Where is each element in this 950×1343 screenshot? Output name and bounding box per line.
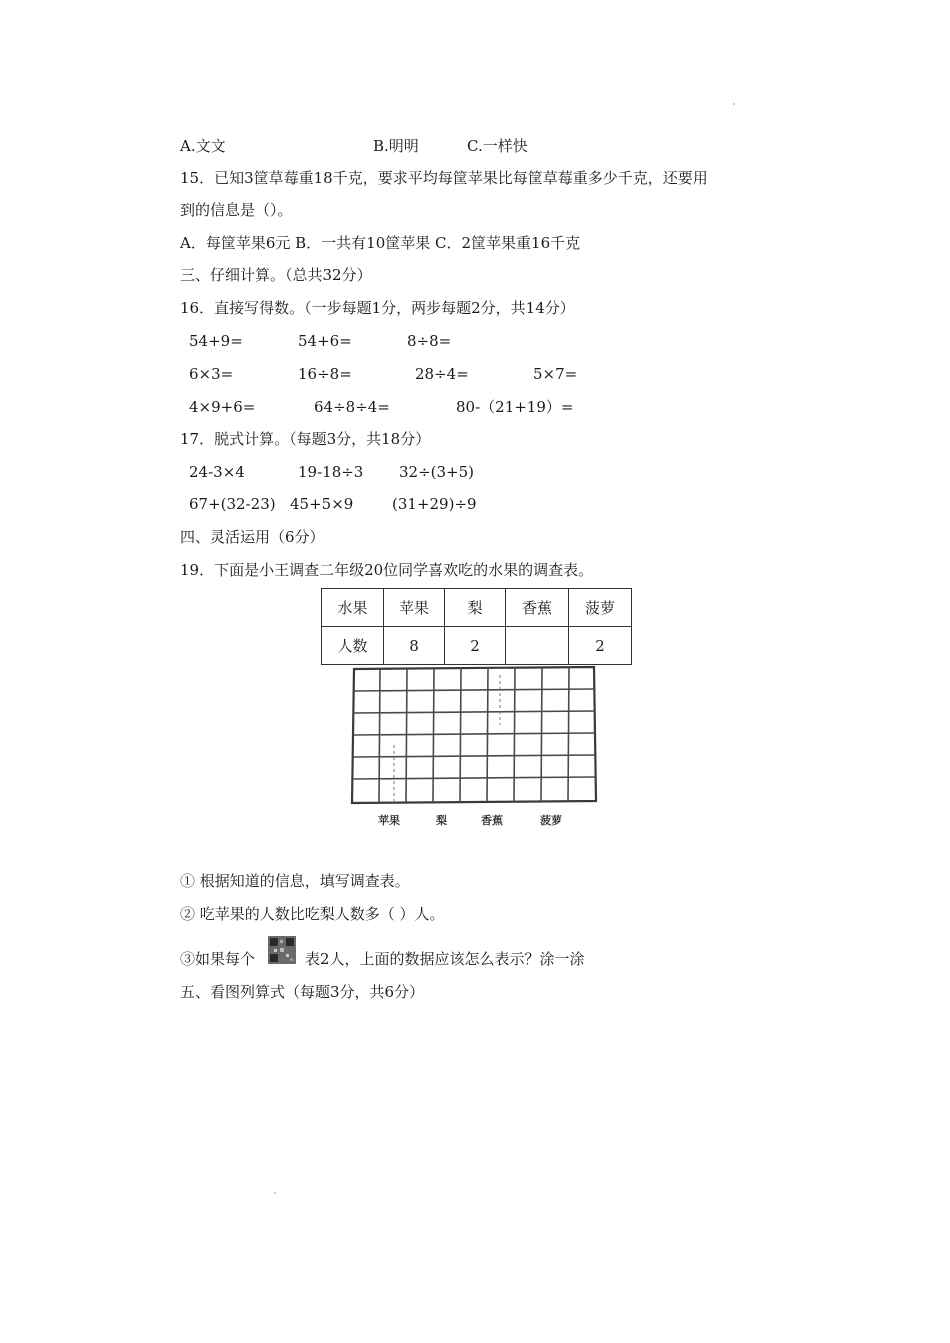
q16-r2c4: 5×7= (533, 365, 578, 383)
grid-label-pineapple: 菠萝 (540, 814, 562, 827)
section5-heading: 五、看图列算式（每题3分，共6分） (180, 983, 425, 1001)
survey-table (321, 588, 632, 665)
q17-r1c3: 32÷(3+5) (399, 463, 475, 481)
table-cell: 香蕉 (506, 589, 569, 627)
q16-r1c3: 8÷8= (407, 332, 452, 350)
q14-option-b: B.明明 (373, 137, 419, 155)
section4-heading: 四、灵活运用（6分） (180, 528, 325, 546)
q19-sub3-b: 表2人，上面的数据应该怎么表示？涂一涂 (305, 950, 585, 968)
table-cell: 2 (445, 627, 506, 665)
q17-r2c3: (31+29)÷9 (392, 495, 477, 513)
q16-title: 16．直接写得数。（一步每题1分，两步每题2分，共14分） (180, 299, 575, 317)
q17-r1c1: 24-3×4 (189, 463, 245, 481)
q17-r1c2: 19-18÷3 (298, 463, 364, 481)
speck-bottom (274, 1192, 276, 1194)
q17-r2c2: 45+5×9 (290, 495, 354, 513)
q15-line2: 到的信息是（）。 (180, 201, 293, 219)
q14-option-c: C.一样快 (467, 137, 528, 155)
q17-title: 17．脱式计算。（每题3分，共18分） (180, 430, 431, 448)
fruit-grid-image (350, 665, 598, 805)
q19-title: 19．下面是小王调查二年级20位同学喜欢吃的水果的调查表。 (180, 561, 594, 579)
q16-r3c1: 4×9+6= (189, 398, 256, 416)
q16-r1c1: 54+9= (189, 332, 243, 350)
banana-count-cell[interactable] (506, 627, 569, 665)
q19-sub2: ② 吃苹果的人数比吃梨人数多（ ）人。 (180, 905, 445, 923)
table-row (322, 627, 632, 665)
table-cell: 苹果 (384, 589, 445, 627)
table-cell: 水果 (322, 589, 384, 627)
table-cell: 人数 (322, 627, 384, 665)
speck-top-right (733, 103, 735, 105)
table-cell: 梨 (445, 589, 506, 627)
grid-label-banana: 香蕉 (481, 814, 503, 827)
table-cell: 2 (569, 627, 632, 665)
q15-options: A．每筐苹果6元 B．一共有10筐苹果 C．2筐苹果重16千克 (180, 234, 581, 252)
q16-r3c2: 64÷8÷4= (314, 398, 390, 416)
table-cell: 8 (384, 627, 445, 665)
q16-r2c2: 16÷8= (298, 365, 352, 383)
q14-option-a: A.文文 (180, 137, 226, 155)
q19-sub1: ① 根据知道的信息，填写调查表。 (180, 872, 410, 890)
q19-sub3-a: ③如果每个 (180, 950, 256, 968)
q16-r2c3: 28÷4= (415, 365, 469, 383)
q15-line1: 15．已知3筐草莓重18千克，要求平均每筐苹果比每筐草莓重多少千克，还要用 (180, 169, 708, 187)
q17-r2c1: 67+(32-23) (189, 495, 276, 513)
q16-r2c1: 6×3= (189, 365, 234, 383)
shaded-square-icon (268, 936, 296, 964)
q16-r3c3: 80-（21+19）= (456, 398, 574, 416)
table-cell: 菠萝 (569, 589, 632, 627)
section3-heading: 三、仔细计算。（总共32分） (180, 266, 372, 284)
grid-label-apple: 苹果 (378, 814, 400, 827)
grid-label-pear: 梨 (436, 814, 447, 827)
q16-r1c2: 54+6= (298, 332, 352, 350)
table-row (322, 589, 632, 627)
